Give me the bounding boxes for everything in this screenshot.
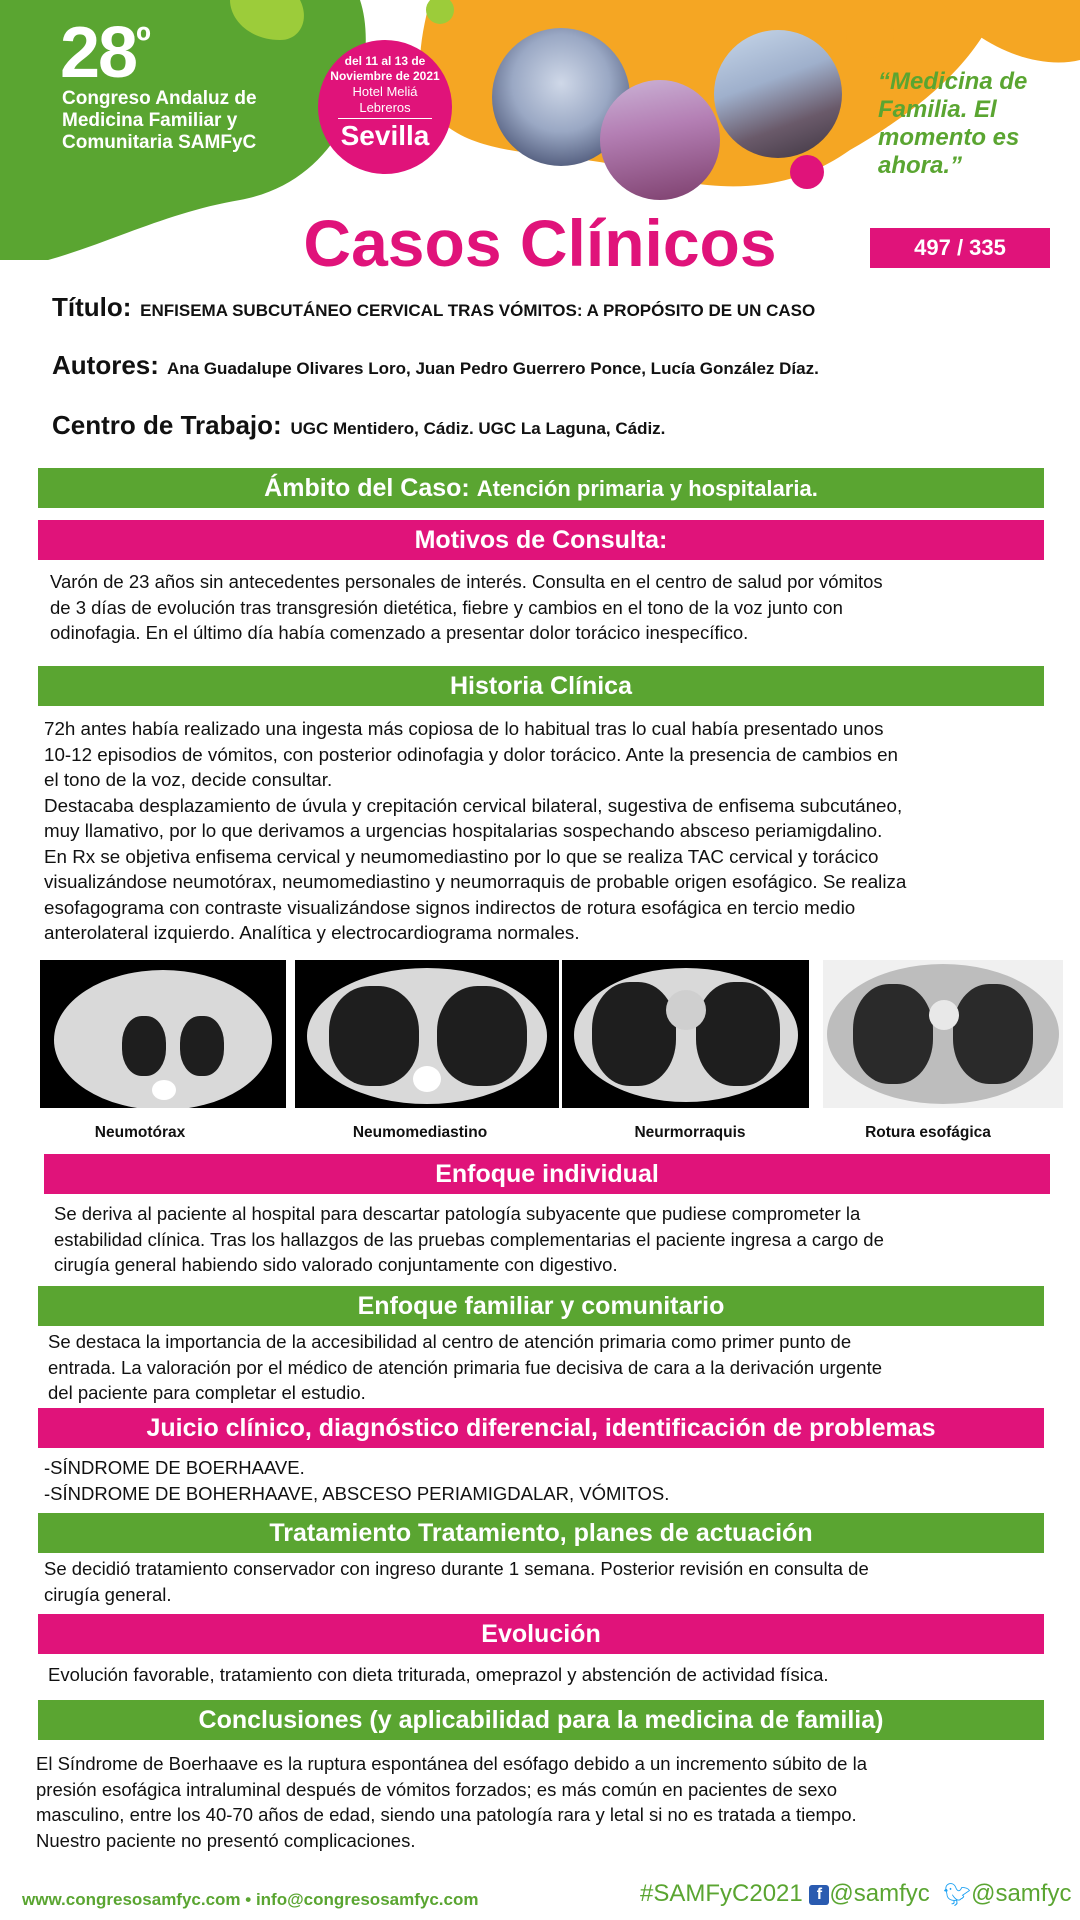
historia-line: el tono de la voz, decide consultar. (44, 769, 333, 790)
twitter-icon[interactable]: 🐦︎ (943, 1881, 972, 1907)
centro-label: Centro de Trabajo: (52, 410, 282, 440)
juicio-text (44, 1455, 1034, 1506)
event-city: Sevilla (340, 120, 430, 151)
autores-label: Autores: (52, 350, 159, 380)
congreso-number: $28^º$ (60, 13, 149, 93)
tratamiento-line: Se decidió tratamiento conservador con ingreso durante 1 semana. Posterior revisión en consulta de (44, 1558, 869, 1579)
historia-header: Historia Clínica (38, 666, 1044, 706)
event-dates-line2: Noviembre de 2021 (330, 69, 440, 83)
caption-neumomediastino: Neumomediastino (352, 1124, 488, 1141)
ambito-label: Ámbito del Caso: (264, 474, 470, 502)
enfoque-familiar-header: Enfoque familiar y comunitario (38, 1286, 1044, 1326)
tratamiento-text (44, 1556, 1034, 1607)
motivos-line: de 3 días de evolución tras transgresión dietética, fiebre y cambios en el tono de la voz junto con (50, 596, 843, 618)
conclusiones-line: El Síndrome de Boerhaave es la ruptura espontánea del esófago debido a un incremento súbito de la (36, 1753, 868, 1774)
ct-image-neumorraquis (562, 960, 809, 1108)
photo-triana-bridge (714, 30, 842, 158)
historia-line: En Rx se objetiva enfisema cervical y neumomediastino por lo que se realiza TAC cervical y torácico (44, 845, 879, 867)
autores-row (52, 350, 819, 381)
juicio-line: -SÍNDROME DE BOERHAAVE. (44, 1457, 305, 1478)
slogan-quote: “Medicina de Familia. El momento es ahora.” (878, 68, 1028, 179)
historia-line: anterolateral izquierdo. Analítica y electrocardiograma normales. (44, 922, 580, 943)
tratamiento-header: Tratamiento Tratamiento, planes de actuación (38, 1513, 1044, 1553)
evolucion-header: Evolución (38, 1614, 1044, 1654)
motivos-line: odinofagia. En el último día había comenzado a presentar dolor torácico inespecífico. (50, 622, 749, 643)
centro-row (52, 410, 665, 441)
autores-value: Ana Guadalupe Olivares Loro, Juan Pedro Guerrero Ponce, Lucía González Díaz. (167, 359, 819, 378)
enfoque-familiar-line: Se destaca la importancia de la accesibilidad al centro de atención primaria como primer punto de (48, 1331, 852, 1352)
event-dates-line1: del 11 al 13 de (344, 54, 426, 68)
titulo-value: ENFISEMA SUBCUTÁNEO CERVICAL TRAS VÓMITOS: A PROPÓSITO DE UN CASO (140, 301, 816, 320)
caption-rotura-esofagica: Rotura esofágica (865, 1124, 991, 1141)
motivos-line: Varón de 23 años sin antecedentes personales de interés. Consulta en el centro de salud por vómitos (50, 571, 883, 592)
event-badge (318, 40, 452, 174)
enfoque-familiar-line: del paciente para completar el estudio. (48, 1382, 366, 1403)
enfoque-individual-line: cirugía general habiendo sido valorado conjuntamente con digestivo. (54, 1254, 618, 1275)
caption-neurmorraquis: Neurmorraquis (634, 1124, 746, 1141)
historia-line: esofagograma con contraste visualizándose signos indirectos de rotura esofágica en tercio medio (44, 896, 856, 918)
motivos-header: Motivos de Consulta: (38, 520, 1044, 560)
motivos-text (50, 569, 1040, 646)
caption-neumotorax: Neumotórax (94, 1124, 186, 1141)
facebook-handle[interactable]: @samfyc (829, 1880, 930, 1907)
historia-line: 72h antes había realizado una ingesta más copiosa de lo habitual tras lo cual había presentado unos (44, 718, 884, 739)
conclusiones-line: masculino, entre los 40-70 años de edad, siendo una patología rara y letal si no es tratada a tiempo. (36, 1804, 857, 1825)
ct-image-rotura-esofagica (823, 960, 1063, 1108)
hashtag: #SAMFyC2021 (640, 1880, 803, 1907)
page-title: Casos Clínicos (303, 206, 777, 280)
evolucion-line: Evolución favorable, tratamiento con dieta triturada, omeprazol y abstención de actividad física. (48, 1664, 829, 1685)
footer-social (640, 1880, 1071, 1908)
enfoque-individual-header: Enfoque individual (44, 1154, 1050, 1194)
congreso-name: Congreso Andaluz de Medicina Familiar y Comunitaria SAMFyC (62, 88, 257, 153)
conclusiones-header: Conclusiones (y aplicabilidad para la medicina de familia) (38, 1700, 1044, 1740)
conclusiones-line: Nuestro paciente no presentó complicaciones. (36, 1829, 416, 1851)
conclusiones-text (36, 1751, 1026, 1853)
photo-plaza-espana (600, 80, 720, 200)
event-venue: Hotel Meliá Lebreros (338, 84, 432, 119)
ambito-value: Atención primaria y hospitalaria. (476, 476, 818, 501)
ct-image-neumomediastino (295, 960, 559, 1108)
titulo-row (52, 292, 815, 323)
enfoque-individual-text (54, 1201, 1044, 1278)
historia-text (44, 716, 1034, 946)
footer-links[interactable]: www.congresosamfyc.com • info@congresosamfyc.com (22, 1890, 479, 1909)
historia-line: 10-12 episodios de vómitos, con posterior odinofagia y dolor torácico. Ante la presencia de cambios en (44, 743, 899, 765)
historia-line: visualizándose neumotórax, neumomediastino y neumorraquis de probable origen esofágico. Se realiza (44, 871, 907, 892)
evolucion-text (48, 1662, 1038, 1688)
tratamiento-line: cirugía general. (44, 1583, 172, 1605)
enfoque-individual-line: estabilidad clínica. Tras los hallazgos de las pruebas complementarias el paciente ingresa a cargo de (54, 1228, 884, 1250)
enfoque-familiar-text (48, 1329, 1038, 1406)
case-number-badge: 497 / 335 (870, 228, 1050, 268)
enfoque-individual-line: Se deriva al paciente al hospital para descartar patología subyacente que pudiese comprometer la (54, 1203, 861, 1224)
facebook-icon[interactable]: f (809, 1885, 829, 1905)
centro-value: UGC Mentidero, Cádiz. UGC La Laguna, Cádiz. (290, 419, 666, 438)
twitter-handle[interactable]: @samfyc (971, 1880, 1072, 1907)
titulo-label: Título: (52, 292, 132, 322)
historia-line: muy llamativo, por lo que derivamos a urgencias hospitalarias sospechando absceso periamigdalino. (44, 820, 883, 841)
ambito-bar (38, 468, 1044, 508)
ct-image-neumotorax (40, 960, 286, 1108)
juicio-line: -SÍNDROME DE BOHERHAAVE, ABSCESO PERIAMIGDALAR, VÓMITOS. (44, 1482, 670, 1504)
juicio-header: Juicio clínico, diagnóstico diferencial, identificación de problemas (38, 1408, 1044, 1448)
conclusiones-line: presión esofágica intraluminal después de vómitos forzados; es más común en pacientes de sexo (36, 1778, 838, 1800)
historia-line: Destacaba desplazamiento de úvula y crepitación cervical bilateral, sugestiva de enfisema subcutáneo, (44, 794, 903, 816)
enfoque-familiar-line: entrada. La valoración por el médico de atención primaria fue decisiva de cara a la derivación urgente (48, 1356, 883, 1378)
